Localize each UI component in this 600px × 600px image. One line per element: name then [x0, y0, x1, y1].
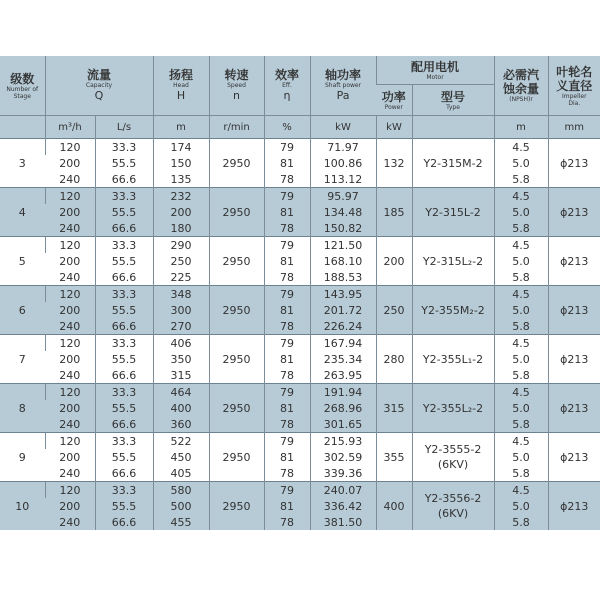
efficiency-cell: 79: [264, 286, 310, 303]
table-row: [0, 384, 600, 401]
capacity-m3h-cell: 200: [45, 498, 95, 514]
shaft-power-cell: 188.53: [310, 269, 376, 286]
npsh-cell: 4.5: [494, 384, 548, 401]
efficiency-cell: 78: [264, 171, 310, 188]
header-eff-sym: η: [283, 89, 291, 102]
unit-cell: m: [494, 116, 548, 139]
capacity-m3h-cell: 120: [45, 384, 95, 401]
efficiency-cell: 81: [264, 253, 310, 269]
header-type-en: Type: [446, 103, 460, 111]
capacity-ls-cell: 55.5: [95, 155, 153, 171]
efficiency-cell: 81: [264, 449, 310, 465]
capacity-m3h-cell: 240: [45, 318, 95, 335]
header-npsh: [494, 56, 548, 116]
capacity-m3h-cell: 240: [59, 270, 81, 284]
shaft-power-cell: 235.34: [310, 351, 376, 367]
header-type: [412, 85, 494, 116]
shaft-power-cell: 113.12: [310, 171, 376, 188]
shaft-power-cell: 121.50: [310, 237, 376, 254]
capacity-ls-cell: 33.3: [95, 139, 153, 156]
stage-cell: 4: [0, 188, 45, 237]
speed-cell: 2950: [209, 188, 264, 237]
npsh-cell: 5.0: [494, 302, 548, 318]
shaft-power-cell: 168.10: [310, 253, 376, 269]
npsh-cell: 5.0: [494, 253, 548, 269]
shaft-power-cell: 263.95: [310, 367, 376, 384]
motor-power-cell: 355: [376, 433, 412, 482]
efficiency-cell: 79: [264, 433, 310, 450]
table-row: [0, 351, 600, 367]
head-cell: 580: [153, 482, 209, 499]
efficiency-cell: 81: [264, 155, 310, 171]
efficiency-cell: 78: [264, 367, 310, 384]
head-cell: 174: [153, 139, 209, 156]
shaft-power-cell: 134.48: [310, 204, 376, 220]
stage-cell: 8: [0, 384, 45, 433]
head-cell: 200: [153, 204, 209, 220]
head-cell: 232: [153, 188, 209, 205]
capacity-ls-cell: 55.5: [95, 253, 153, 269]
head-cell: 450: [153, 449, 209, 465]
capacity-ls-cell: 33.3: [95, 335, 153, 352]
pump-spec-table-wrapper: [0, 56, 600, 530]
npsh-cell: 5.8: [494, 171, 548, 188]
capacity-m3h-cell: 120: [45, 482, 95, 499]
unit-cell: %: [264, 116, 310, 139]
table-row: [0, 318, 600, 335]
unit-cell: mm: [548, 116, 600, 139]
header-power: [376, 85, 412, 116]
header-speed-sym: n: [233, 89, 240, 102]
capacity-ls-cell: 55.5: [95, 204, 153, 220]
shaft-power-cell: 215.93: [310, 433, 376, 450]
speed-cell: 2950: [209, 433, 264, 482]
shaft-power-cell: 143.95: [310, 286, 376, 303]
motor-type-line: Y2-3556-2: [424, 492, 482, 505]
head-cell: 455: [153, 514, 209, 530]
unit-cell: kW: [376, 116, 412, 139]
header-eff-zh: 效率: [275, 68, 300, 82]
capacity-m3h-cell: 120: [45, 139, 95, 156]
head-cell: 180: [153, 220, 209, 237]
header-npsh-zh2: 蚀余量: [503, 82, 540, 96]
capacity-ls-cell: 66.6: [95, 416, 153, 433]
npsh-cell: 4.5: [494, 482, 548, 499]
motor-type-line: Y2-315M-2: [423, 156, 483, 170]
shaft-power-cell: 150.82: [310, 220, 376, 237]
motor-type-line: Y2-315L₂-2: [422, 254, 484, 268]
capacity-m3h-cell: 200: [59, 254, 81, 268]
shaft-power-cell: 301.65: [310, 416, 376, 433]
shaft-power-cell: 339.36: [310, 465, 376, 482]
shaft-power-cell: 191.94: [310, 384, 376, 401]
efficiency-cell: 81: [264, 498, 310, 514]
unit-cell: m³/h: [45, 116, 95, 139]
table-row: [0, 286, 600, 303]
header-capacity-zh: 流量: [87, 68, 112, 82]
efficiency-cell: 78: [264, 269, 310, 286]
head-cell: 350: [153, 351, 209, 367]
stage-cell: 9: [0, 433, 45, 482]
stage-cell: 3: [0, 139, 45, 188]
table-row: [0, 188, 600, 205]
shaft-power-cell: 336.42: [310, 498, 376, 514]
efficiency-cell: 78: [264, 220, 310, 237]
npsh-cell: 5.8: [494, 367, 548, 384]
npsh-cell: 5.0: [494, 498, 548, 514]
efficiency-cell: 81: [264, 400, 310, 416]
unit-cell-type: [412, 116, 494, 139]
npsh-cell: 5.0: [494, 155, 548, 171]
capacity-m3h-cell: 120: [45, 237, 95, 254]
capacity-m3h-cell: 120: [45, 188, 95, 205]
impeller-dia-cell: ϕ213: [548, 433, 600, 482]
header-speed-zh: 转速: [224, 68, 249, 82]
stage-cell: 7: [0, 335, 45, 384]
head-cell: 270: [153, 318, 209, 335]
npsh-cell: 4.5: [494, 335, 548, 352]
capacity-m3h-cell: 200: [45, 302, 95, 318]
table-row: [0, 269, 600, 286]
capacity-ls-cell: 66.6: [95, 318, 153, 335]
capacity-ls-cell: 55.5: [95, 351, 153, 367]
unit-cell-stage: [0, 116, 45, 139]
header-stage: [0, 56, 45, 116]
header-speed: [209, 56, 264, 116]
motor-type-line: (6KV): [437, 458, 469, 471]
efficiency-cell: 78: [264, 416, 310, 433]
npsh-cell: 4.5: [494, 433, 548, 450]
efficiency-cell: 78: [264, 318, 310, 335]
table-row: [0, 204, 600, 220]
capacity-m3h-cell: 200: [59, 156, 81, 170]
npsh-cell: 5.8: [494, 220, 548, 237]
capacity-ls-cell: 66.6: [95, 465, 153, 482]
head-cell: 135: [153, 171, 209, 188]
speed-cell: 2950: [209, 139, 264, 188]
capacity-m3h-cell: 200: [45, 400, 95, 416]
units-row: [0, 116, 600, 139]
efficiency-cell: 79: [264, 335, 310, 352]
header-eff-en: Eff.: [282, 82, 292, 89]
motor-power-cell: 185: [376, 188, 412, 237]
capacity-m3h-cell: 120: [45, 286, 95, 303]
header-impeller: [548, 56, 600, 116]
table-row: [0, 335, 600, 352]
table-row: [0, 253, 600, 269]
header-motor: [376, 56, 494, 85]
motor-type-cell: [412, 237, 494, 286]
table-row: [0, 220, 600, 237]
header-impeller-en2: Dia.: [568, 99, 581, 107]
motor-type-line: Y2-3555-2: [424, 443, 482, 456]
head-cell: 500: [153, 498, 209, 514]
header-shaft-sym: Pa: [336, 89, 350, 102]
efficiency-cell: 79: [264, 384, 310, 401]
header-row-top: [0, 56, 600, 85]
npsh-cell: 4.5: [494, 188, 548, 205]
shaft-power-cell: 240.07: [310, 482, 376, 499]
capacity-ls-cell: 66.6: [95, 367, 153, 384]
table-row: [0, 433, 600, 450]
efficiency-cell: 78: [264, 514, 310, 530]
speed-cell: 2950: [209, 237, 264, 286]
head-cell: 290: [153, 237, 209, 254]
capacity-ls-cell: 33.3: [95, 188, 153, 205]
header-speed-en: Speed: [227, 82, 246, 89]
shaft-power-cell: 226.24: [310, 318, 376, 335]
capacity-m3h-cell: 200: [59, 352, 81, 366]
header-power-zh: 功率: [381, 89, 406, 104]
motor-power-cell: 250: [376, 286, 412, 335]
shaft-power-cell: 302.59: [310, 449, 376, 465]
motor-type-line: (6KV): [437, 507, 469, 520]
header-power-en: Power: [384, 103, 403, 111]
capacity-ls-cell: 33.3: [95, 433, 153, 450]
motor-power-cell: 400: [376, 482, 412, 531]
header-impeller-en1: Impeller: [561, 92, 587, 100]
header-impeller-zh1: 叶轮名: [556, 64, 593, 79]
capacity-m3h-cell: 120: [45, 433, 95, 450]
npsh-cell: 5.8: [494, 416, 548, 433]
capacity-m3h-cell: 240: [59, 172, 81, 186]
table-row: [0, 302, 600, 318]
npsh-cell: 5.0: [494, 449, 548, 465]
table-row: [0, 237, 600, 254]
shaft-power-cell: 100.86: [310, 155, 376, 171]
table-row: [0, 514, 600, 530]
header-motor-zh: 配用电机: [411, 59, 460, 74]
impeller-dia-cell: ϕ213: [548, 482, 600, 531]
efficiency-cell: 81: [264, 351, 310, 367]
header-eff: [264, 56, 310, 116]
npsh-cell: 5.8: [494, 269, 548, 286]
motor-type-cell: [412, 188, 494, 237]
npsh-cell: 5.0: [494, 204, 548, 220]
unit-cell: m: [153, 116, 209, 139]
impeller-dia-cell: ϕ213: [548, 237, 600, 286]
header-motor-en: Motor: [426, 73, 444, 81]
motor-type-cell: [412, 139, 494, 188]
motor-type-cell: [412, 335, 494, 384]
capacity-ls-cell: 55.5: [95, 449, 153, 465]
header-head-sym: H: [176, 89, 186, 102]
capacity-ls-cell: 66.6: [95, 514, 153, 530]
efficiency-cell: 81: [264, 302, 310, 318]
npsh-cell: 5.0: [494, 400, 548, 416]
capacity-ls-cell: 55.5: [95, 498, 153, 514]
header-head-en: Head: [173, 82, 189, 89]
npsh-cell: 5.8: [494, 465, 548, 482]
speed-cell: 2950: [209, 384, 264, 433]
impeller-dia-cell: ϕ213: [548, 335, 600, 384]
motor-type-line: Y2-355L₂-2: [422, 401, 484, 415]
capacity-ls-cell: 33.3: [95, 482, 153, 499]
table-row: [0, 416, 600, 433]
table-row: [0, 171, 600, 188]
table-row: [0, 400, 600, 416]
unit-cell: kW: [310, 116, 376, 139]
table-row: [0, 498, 600, 514]
efficiency-cell: 79: [264, 139, 310, 156]
shaft-power-cell: 167.94: [310, 335, 376, 352]
motor-type-line: Y2-355L₁-2: [422, 352, 484, 366]
capacity-ls-cell: 66.6: [95, 171, 153, 188]
efficiency-cell: 81: [264, 204, 310, 220]
table-row: [0, 449, 600, 465]
head-cell: 522: [153, 433, 209, 450]
capacity-m3h-cell: 120: [45, 335, 95, 352]
capacity-ls-cell: 66.6: [95, 220, 153, 237]
head-cell: 360: [153, 416, 209, 433]
motor-type-line: Y2-315L-2: [425, 205, 481, 219]
impeller-dia-cell: ϕ213: [548, 286, 600, 335]
motor-type-cell: [412, 482, 494, 531]
capacity-m3h-cell: 200: [59, 450, 81, 464]
capacity-ls-cell: 55.5: [95, 400, 153, 416]
capacity-m3h-cell: 240: [45, 514, 95, 530]
motor-type-cell: [412, 286, 494, 335]
shaft-power-cell: 95.97: [310, 188, 376, 205]
npsh-cell: 4.5: [494, 237, 548, 254]
motor-power-cell: 280: [376, 335, 412, 384]
unit-cell: L/s: [95, 116, 153, 139]
impeller-dia-cell: ϕ213: [548, 188, 600, 237]
capacity-ls-cell: 33.3: [95, 286, 153, 303]
shaft-power-cell: 71.97: [310, 139, 376, 156]
motor-type-line: Y2-355M₂-2: [421, 303, 485, 317]
capacity-ls-cell: 33.3: [95, 237, 153, 254]
head-cell: 400: [153, 400, 209, 416]
header-capacity-en: Capacity: [85, 82, 113, 89]
impeller-dia-cell: ϕ213: [548, 384, 600, 433]
capacity-m3h-cell: 240: [59, 368, 81, 382]
head-cell: 348: [153, 286, 209, 303]
npsh-cell: 4.5: [494, 139, 548, 156]
header-shaft-zh: 轴功率: [325, 68, 362, 82]
npsh-cell: 4.5: [494, 286, 548, 303]
efficiency-cell: 79: [264, 188, 310, 205]
npsh-cell: 5.8: [494, 318, 548, 335]
head-cell: 464: [153, 384, 209, 401]
head-cell: 315: [153, 367, 209, 384]
table-row: [0, 465, 600, 482]
capacity-m3h-cell: 240: [45, 416, 95, 433]
npsh-cell: 5.0: [494, 351, 548, 367]
shaft-power-cell: 268.96: [310, 400, 376, 416]
header-stage-en: Number of Stage: [6, 85, 39, 100]
efficiency-cell: 79: [264, 482, 310, 499]
head-cell: 150: [153, 155, 209, 171]
speed-cell: 2950: [209, 286, 264, 335]
table-row: [0, 482, 600, 499]
head-cell: 406: [153, 335, 209, 352]
head-cell: 225: [153, 269, 209, 286]
header-head-zh: 扬程: [169, 68, 194, 82]
stage-cell: 6: [0, 286, 45, 335]
efficiency-cell: 79: [264, 237, 310, 254]
header-capacity: [45, 56, 153, 116]
head-cell: 405: [153, 465, 209, 482]
stage-cell: 10: [0, 482, 45, 531]
shaft-power-cell: 381.50: [310, 514, 376, 530]
impeller-dia-cell: ϕ213: [548, 139, 600, 188]
motor-power-cell: 315: [376, 384, 412, 433]
speed-cell: 2950: [209, 335, 264, 384]
header-shaft-en: Shaft power: [324, 82, 362, 89]
motor-power-cell: 132: [376, 139, 412, 188]
motor-type-cell: [412, 384, 494, 433]
header-stage-zh: 级数: [10, 71, 35, 86]
pump-spec-table: [0, 56, 600, 530]
efficiency-cell: 78: [264, 465, 310, 482]
speed-cell: 2950: [209, 482, 264, 531]
table-row: [0, 139, 600, 156]
header-npsh-zh1: 必需汽: [503, 68, 540, 82]
shaft-power-cell: 201.72: [310, 302, 376, 318]
unit-cell: r/min: [209, 116, 264, 139]
capacity-ls-cell: 55.5: [95, 302, 153, 318]
table-row: [0, 155, 600, 171]
head-cell: 250: [153, 253, 209, 269]
motor-power-cell: 200: [376, 237, 412, 286]
motor-type-cell: [412, 433, 494, 482]
head-cell: 300: [153, 302, 209, 318]
table-row: [0, 367, 600, 384]
capacity-ls-cell: 33.3: [95, 384, 153, 401]
capacity-m3h-cell: 240: [45, 220, 95, 237]
header-impeller-zh2: 义直径: [556, 78, 593, 93]
stage-cell: 5: [0, 237, 45, 286]
capacity-m3h-cell: 200: [45, 204, 95, 220]
header-type-zh: 型号: [441, 89, 466, 104]
header-capacity-sym: Q: [94, 89, 104, 102]
header-head: [153, 56, 209, 116]
npsh-cell: 5.8: [494, 514, 548, 530]
header-shaft-power: [310, 56, 376, 116]
capacity-m3h-cell: 240: [59, 466, 81, 480]
header-npsh-en: (NPSH)r: [509, 96, 533, 103]
capacity-ls-cell: 66.6: [95, 269, 153, 286]
